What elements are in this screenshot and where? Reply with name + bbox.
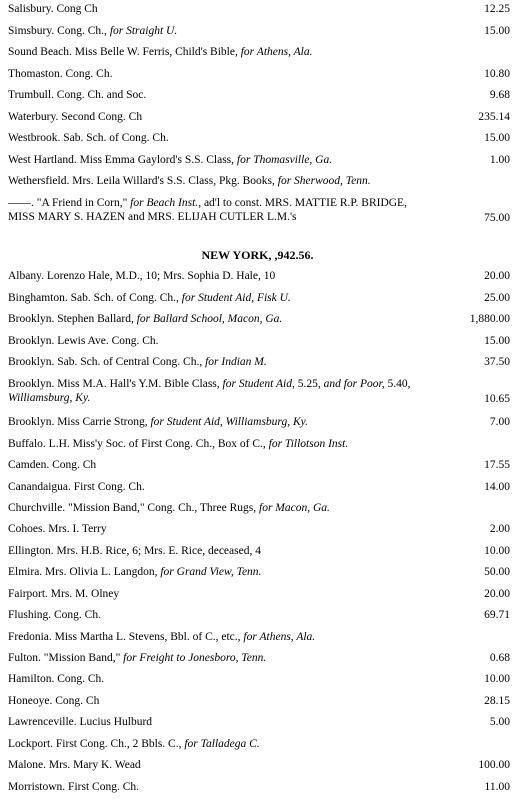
entry-text: Brooklyn. Stephen Ballard, for Ballard School, Macon, Ga. [8,313,283,325]
entry-text: Malone. Mrs. Mary K. Wead [8,759,141,771]
entry-text: Simsbury. Cong. Ch., for Straight U. [8,25,178,37]
entry-text: Morristown. First Cong. Ch. [8,781,139,793]
list-item [8,196,510,224]
entry-amount: 17.55 [484,459,510,471]
entry-text: Honeoye. Cong. Ch [8,695,100,707]
entry-text: Brooklyn. Miss Carrie Strong, for Student Aid, Williamsburg, Ky. [8,416,308,428]
entry-text: Brooklyn. Sab. Sch. of Central Cong. Ch., for Indian M. [8,356,267,368]
entry-text: Wethersfield. Mrs. Leila Willard's S.S. Class, Pkg. Books, for Sherwood, Tenn. [8,175,371,187]
entry-text: Fulton. "Mission Band," for Freight to Jonesboro, Tenn. [8,652,267,664]
entry-amount: 10.00 [484,545,510,557]
entry-amount: 100.00 [478,759,510,771]
entry-text: Ellington. Mrs. H.B. Rice, 6; Mrs. E. Rice, deceased, 4 [8,545,261,557]
entry-text: Fairport. Mrs. M. Olney [8,588,120,600]
entry-amount: 75.00 [484,212,510,224]
entry-text: Lawrenceville. Lucius Hulburd [8,716,153,728]
entry-amount: 37.50 [484,356,510,368]
entry-amount: 15.00 [484,335,510,347]
entry-text: Sound Beach. Miss Belle W. Ferris, Child's Bible, for Athens, Ala. [8,46,313,58]
entry-text: Thomaston. Cong. Ch. [8,68,113,80]
entry-amount: 15.00 [484,25,510,37]
entry-amount: 69.71 [484,609,510,621]
entry-amount: 10.00 [484,673,510,685]
entry-amount: 7.00 [489,416,510,428]
entry-text: Brooklyn. Lewis Ave. Cong. Ch. [8,335,159,347]
entry-text: ——. "A Friend in Corn," for Beach Inst., ad'l to const. MRS. MATTIE R.P. BRIDGE, MISS MARY S. HAZEN and MRS. ELIJAH CUTLER L.M.'s [8,197,407,223]
entry-amount: 11.00 [484,781,510,793]
entry-text: Camden. Cong. Ch [8,459,97,471]
entry-amount: 2.00 [489,523,510,535]
entry-text: Flushing. Cong. Ch. [8,609,101,621]
entry-amount: 14.00 [484,481,510,493]
section-heading: NEW YORK, ,942.56. [201,248,314,262]
entry-amount: 1,880.00 [469,313,510,325]
entry-amount: 10.65 [484,393,510,405]
entry-amount: 15.00 [484,132,510,144]
entry-text: Binghamton. Sab. Sch. of Cong. Ch., for Student Aid, Fisk U. [8,292,291,304]
entry-amount: 20.00 [484,270,510,282]
entry-text: Hamilton. Cong. Ch. [8,673,105,685]
entry-amount: 28.15 [484,695,510,707]
entry-amount: 235.14 [478,111,510,123]
entry-text: Fredonia. Miss Martha L. Stevens, Bbl. of C., etc., for Athens, Ala. [8,631,316,643]
entry-text: West Hartland. Miss Emma Gaylord's S.S. Class, for Thomasville, Ga. [8,154,333,166]
entry-amount: 20.00 [484,588,510,600]
entry-text: Westbrook. Sab. Sch. of Cong. Ch. [8,132,169,144]
entry-text: Canandaigua. First Cong. Ch. [8,481,145,493]
entry-text: Elmira. Mrs. Olivia L. Langdon, for Grand View, Tenn. [8,566,262,578]
list-item [8,377,510,405]
entry-text: Waterbury. Second Cong. Ch [8,111,143,123]
entry-amount: 9.68 [489,89,510,101]
entry-amount: 5.00 [489,716,510,728]
entry-text: Trumbull. Cong. Ch. and Soc. [8,89,147,101]
entry-amount: 1.00 [489,154,510,166]
entry-amount: 12.25 [484,3,510,15]
entry-amount: 50.00 [484,566,510,578]
entry-amount: 25.00 [484,292,510,304]
entry-text: Brooklyn. Miss M.A. Hall's Y.M. Bible Class, for Student Aid, 5.25, and for Poor, 5.40, Williamsburg, Ky. [8,378,411,404]
entry-text: Lockport. First Cong. Ch., 2 Bbls. C., for Talladega C. [8,738,260,750]
entry-text: Albany. Lorenzo Hale, M.D., 10; Mrs. Sophia D. Hale, 10 [8,270,276,282]
entry-text: Churchville. "Mission Band," Cong. Ch., Three Rugs, for Macon, Ga. [8,502,330,514]
entry-text: Buffalo. L.H. Miss'y Soc. of First Cong. Ch., Box of C., for Tillotson Inst. [8,438,349,450]
entry-text: Cohoes. Mrs. I. Terry [8,523,107,535]
entry-amount: 10.80 [484,68,510,80]
entry-amount: 0.68 [489,652,510,664]
entry-text: Salisbury. Cong Ch [8,3,98,15]
